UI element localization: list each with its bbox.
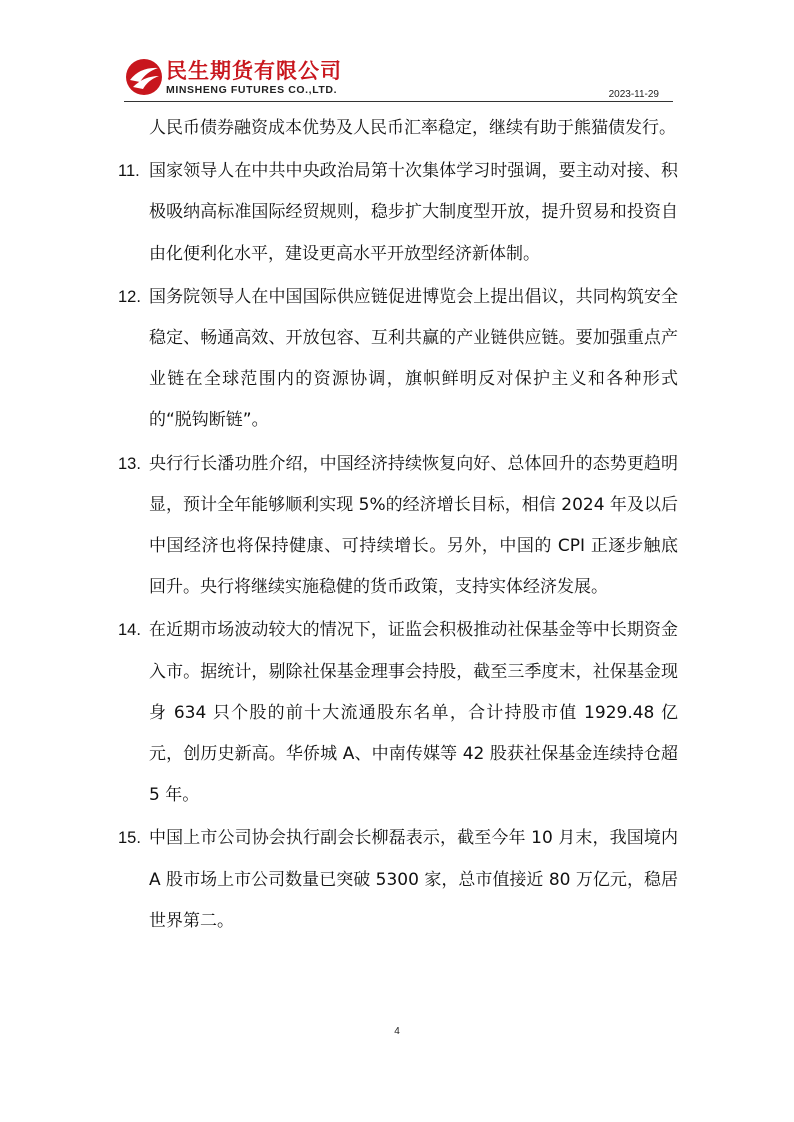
logo-chinese-name: 民生期货有限公司 [166,59,342,83]
list-item-text: 中国上市公司协会执行副会长柳磊表示，截至今年 10 月末，我国境内 A 股市场上市公司数量已突破 5300 家，总市值接近 80 万亿元，稳居世界第二。 [149,828,678,931]
list-item-text: 在近期市场波动较大的情况下，证监会积极推动社保基金等中长期资金入市。据统计，剔除社保基金理事会持股，截至三季度末，社保基金现身 634 只个股的前十大流通股东名单，合计持股市值 1929.48 亿元，创历史新高。华侨城 A、中南传媒等 42 股获社保基金连续持仓超 5 年。 [149,620,678,806]
list-item-text: 央行行长潘功胜介绍，中国经济持续恢复向好、总体回升的态势更趋明显，预计全年能够顺利实现 5%的经济增长目标，相信 2024 年及以后中国经济也将保持健康、可持续增长。另外，中国的 CPI 正逐步触底回升。央行将继续实施稳健的货币政策，支持实体经济发展。 [149,453,678,598]
page-header [124,52,673,102]
list-item-number: 12. [118,287,141,306]
header-divider [124,101,673,102]
company-logo-icon [124,57,164,97]
list-item-number: 15. [118,829,141,848]
continuation-paragraph: 人民币债券融资成本优势及人民币汇率稳定，继续有助于熊猫债发行。 [149,118,676,138]
document-body [118,108,678,942]
logo-english-name: MINSHENG FUTURES CO.,LTD. [166,84,338,96]
list-item-number: 13. [118,454,141,473]
header-date: 2023-11-29 [608,89,659,100]
list-item [118,277,678,442]
list-item [118,151,678,275]
list-item [118,610,678,816]
page-number: 4 [394,1026,400,1037]
list-item-number: 14. [118,621,141,640]
list-item-text: 国务院领导人在中国国际供应链促进博览会上提出倡议，共同构筑安全稳定、畅通高效、开放包容、互利共赢的产业链供应链。要加强重点产业链在全球范围内的资源协调，旗帜鲜明反对保护主义和各种形式的“脱钩断链”。 [149,286,678,431]
list-item-number: 11. [118,162,140,181]
list-item [118,818,678,942]
list-item-text: 国家领导人在中共中央政治局第十次集体学习时强调，要主动对接、积极吸纳高标准国际经贸规则，稳步扩大制度型开放，提升贸易和投资自由化便利化水平，建设更高水平开放型经济新体制。 [149,161,678,264]
list-item [118,444,678,609]
